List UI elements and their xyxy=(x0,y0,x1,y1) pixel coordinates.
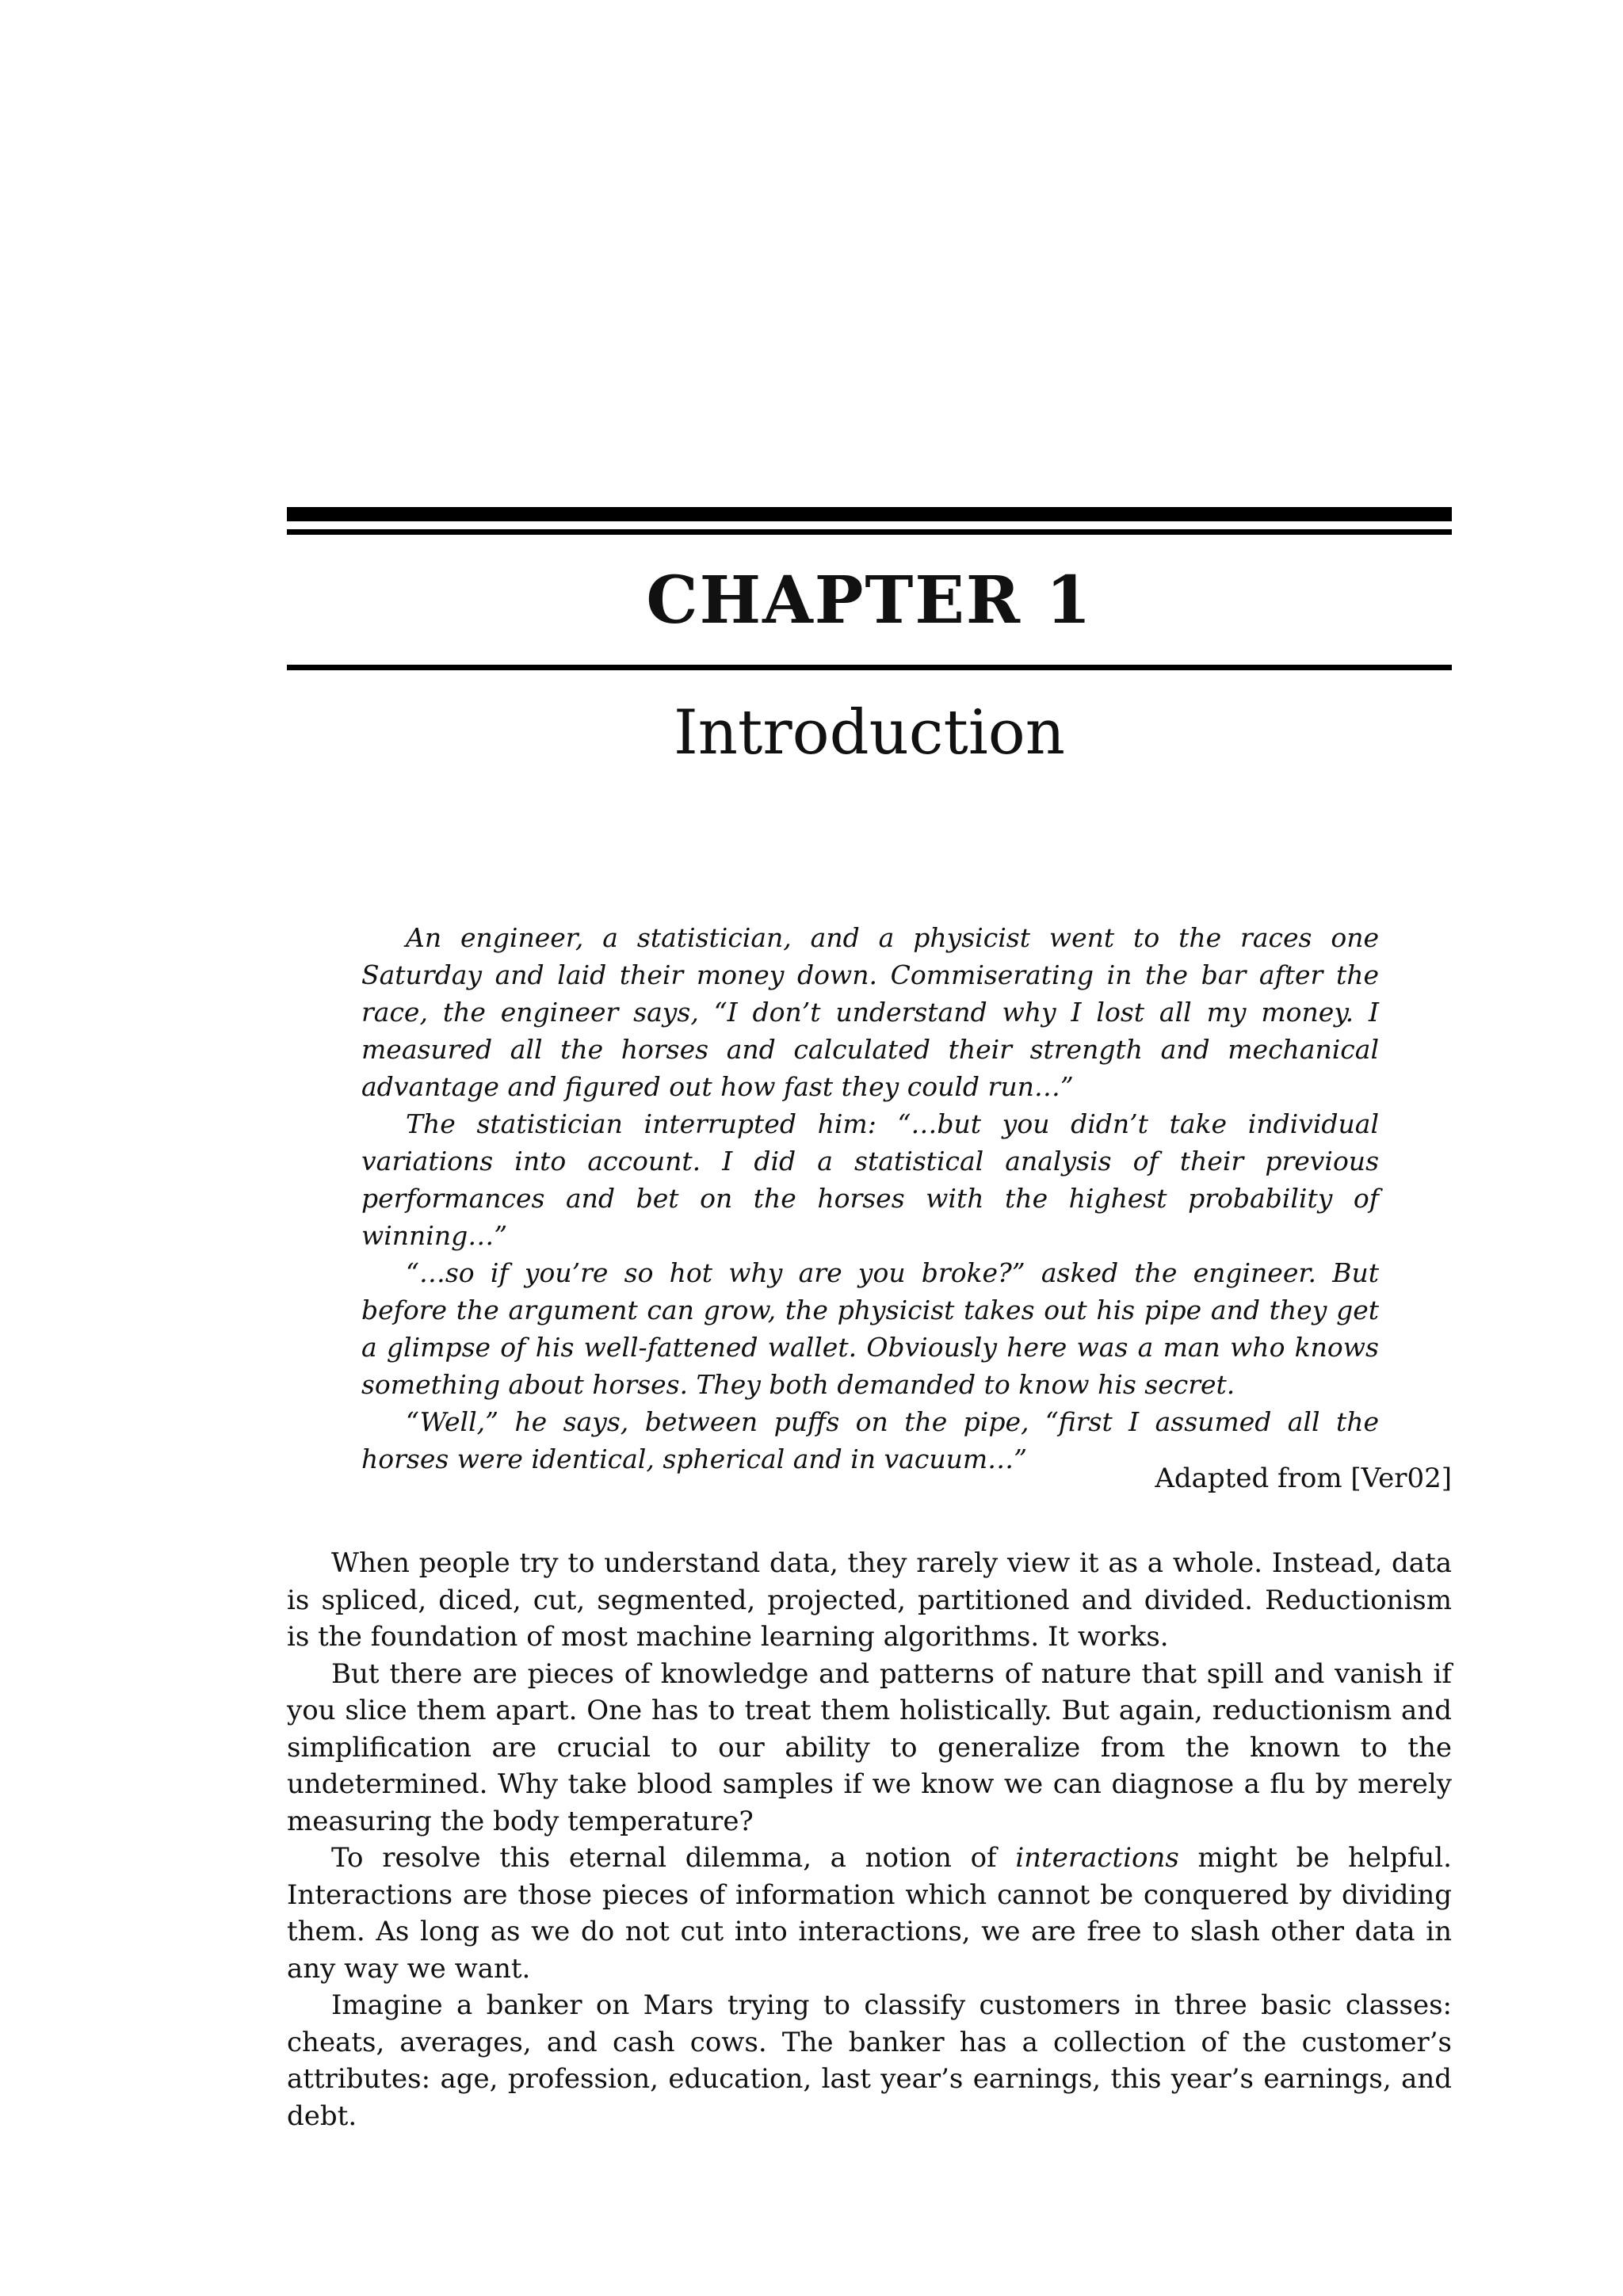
heading-rule-thin-top xyxy=(287,529,1452,535)
epigraph-paragraph: An engineer, a statistician, and a physicist went to the races one Saturday and laid their money down. Commiserating in the bar after the race, the engineer says, “I don’t understand why I lost all my money. I measured all the horses and calculated their strength and mechanical advantage and figured out how fast they could run…” xyxy=(361,922,1379,1102)
chapter-title: Introduction xyxy=(674,697,1065,769)
epigraph xyxy=(361,919,1379,1478)
epigraph-attribution: Adapted from [Ver02] xyxy=(1155,1463,1452,1494)
heading-rule-thin-bottom xyxy=(287,665,1452,670)
chapter-heading xyxy=(287,507,1452,769)
body-paragraph: But there are pieces of knowledge and patterns of nature that spill and vanish if you slice them apart. One has to treat them holistically. But again, reductionism and simplification are crucial to our ability to generalize from the known to the undetermined. Why take blood samples if we know we can diagnose a flu by merely measuring the body temperature? xyxy=(287,1657,1452,1837)
body-paragraph: When people try to understand data, they rarely view it as a whole. Instead, data is spliced, diced, cut, segmented, projected, partitioned and divided. Reductionism is the foundation of most machine learning algorithms. It works. xyxy=(287,1547,1452,1653)
epigraph-paragraph: “Well,” he says, between puffs on the pipe, “first I assumed all the horses were identical, spherical and in vacuum…” xyxy=(361,1406,1379,1474)
emphasized-term: interactions xyxy=(1015,1842,1179,1874)
body-paragraph xyxy=(287,1840,1452,1987)
epigraph-paragraph: “…so if you’re so hot why are you broke?” asked the engineer. But before the argument can grow, the physicist takes out his pipe and they get a glimpse of his well-fattened wallet. Obviously here was a man who knows something about horses. They both demanded to know his secret. xyxy=(361,1257,1379,1400)
body-paragraph: Imagine a banker on Mars trying to classify customers in three basic classes: cheats, averages, and cash cows. The banker has a collection of the customer’s attributes: age, profession, education, last year’s earnings, this year’s earnings, and debt. xyxy=(287,1989,1452,2132)
heading-rule-thick xyxy=(287,507,1452,521)
body-text-run: To resolve this eternal dilemma, a notion of xyxy=(331,1842,1016,1874)
epigraph-paragraph: The statistician interrupted him: “…but you didn’t take individual variations into account. I did a statistical analysis of their previous performances and bet on the horses with the highest probability of winning…” xyxy=(361,1108,1379,1251)
body-text-run: might be helpful. Interactions are those pieces of information which cannot be conquered by dividing them. As long as we do not cut into interactions, we are free to slash other data in any way we want. xyxy=(287,1842,1452,1985)
body-text xyxy=(287,1545,1452,2134)
chapter-label: CHAPTER 1 xyxy=(646,563,1093,639)
